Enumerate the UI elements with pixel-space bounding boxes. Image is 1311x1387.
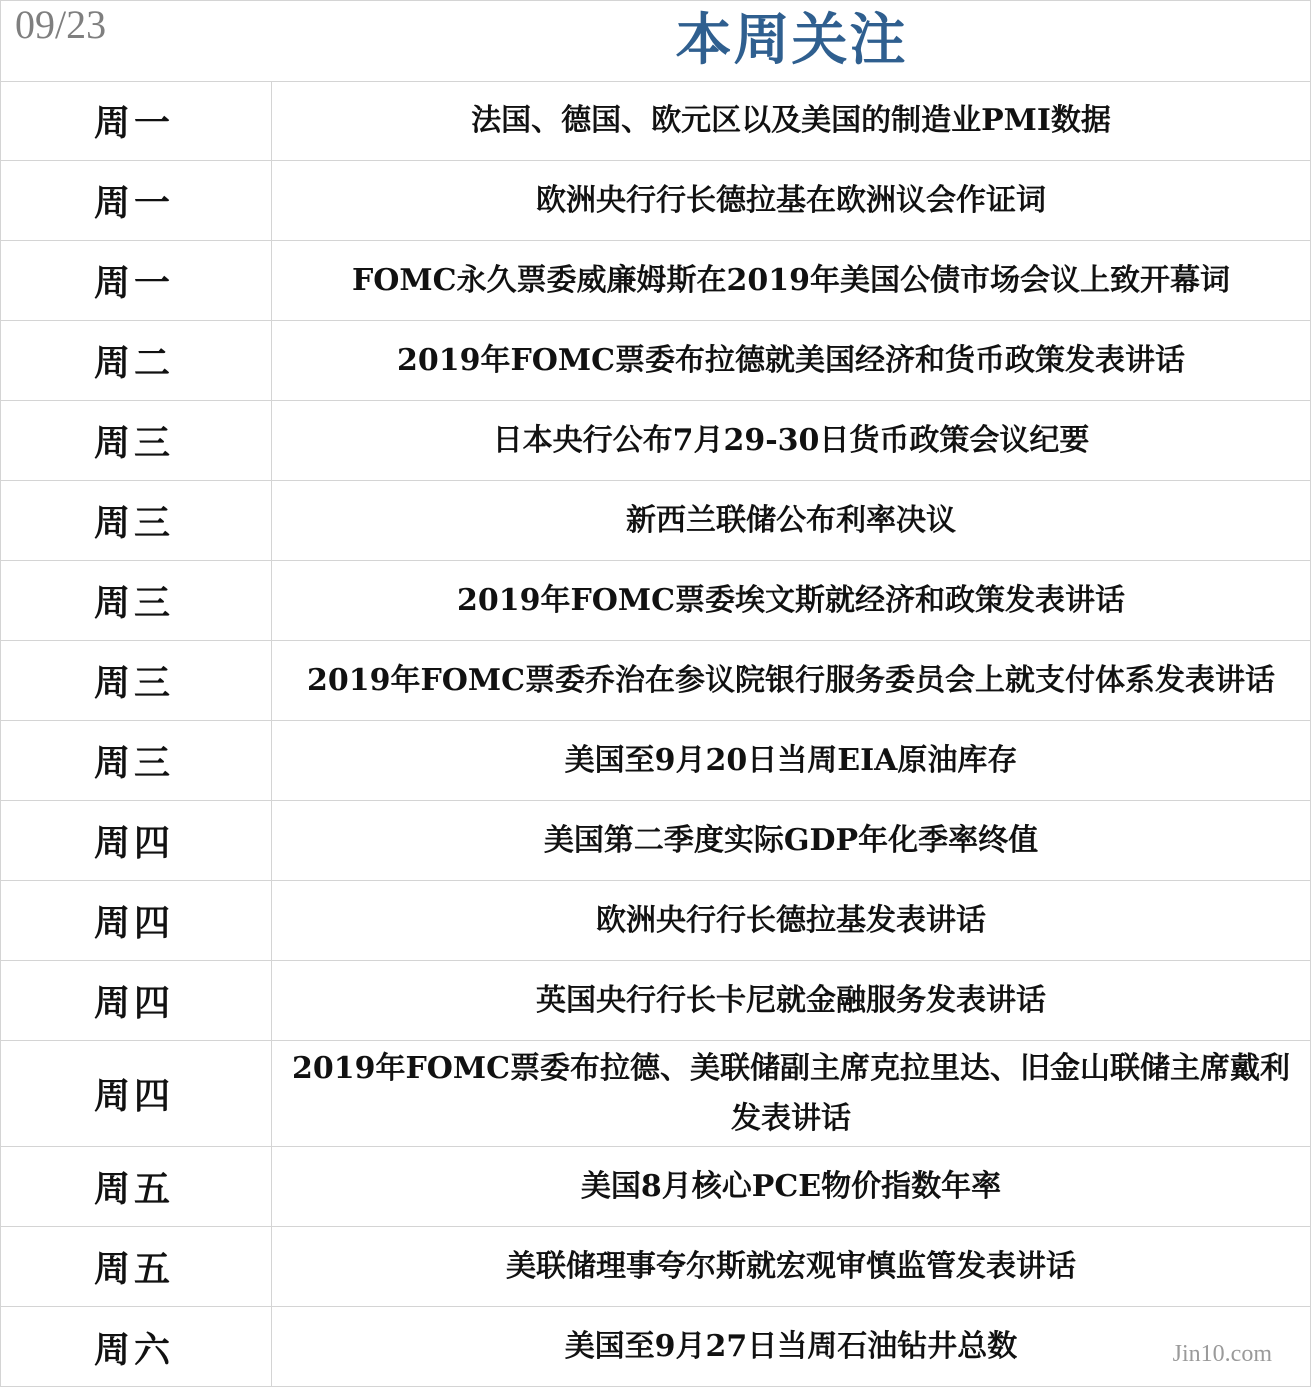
table-header <box>1 1 1310 82</box>
table-row <box>1 401 1310 481</box>
table-row <box>1 1147 1310 1227</box>
day-cell: 周四 <box>1 881 272 960</box>
table-row <box>1 961 1310 1041</box>
day-cell: 周三 <box>1 561 272 640</box>
event-cell: 欧洲央行行长德拉基发表讲话 <box>596 902 986 938</box>
table-row <box>1 161 1310 241</box>
day-cell: 周五 <box>1 1227 272 1306</box>
day-cell: 周五 <box>1 1147 272 1226</box>
page-title: 本周关注 <box>675 7 908 73</box>
event-cell: 2019年FOMC票委布拉德就美国经济和货币政策发表讲话 <box>396 342 1185 378</box>
event-cell: 美国至9月27日当周石油钻井总数 <box>564 1329 1018 1364</box>
event-cell: 欧洲央行行长德拉基在欧洲议会作证词 <box>536 182 1046 218</box>
event-cell: 美联储理事夸尔斯就宏观审慎监管发表讲话 <box>506 1248 1076 1284</box>
event-cell: 英国央行行长卡尼就金融服务发表讲话 <box>536 982 1046 1018</box>
day-cell: 周六 <box>1 1307 272 1387</box>
table-row <box>1 1307 1310 1387</box>
day-cell: 周三 <box>1 641 272 720</box>
day-cell: 周四 <box>1 961 272 1040</box>
jin10-watermark: Jin10.com <box>1172 1341 1272 1367</box>
day-cell: 周四 <box>1 1041 272 1146</box>
event-cell: 日本央行公布7月29-30日货币政策会议纪要 <box>492 422 1090 458</box>
day-cell: 周一 <box>1 161 272 240</box>
event-cell: 美国8月核心PCE物价指数年率 <box>580 1168 1002 1204</box>
table-row <box>1 241 1310 321</box>
event-cell: 美国第二季度实际GDP年化季率终值 <box>543 822 1039 858</box>
day-cell: 周三 <box>1 721 272 800</box>
day-cell: 周三 <box>1 481 272 560</box>
table-row <box>1 81 1310 161</box>
events-table <box>1 81 1310 1387</box>
day-cell: 周一 <box>1 241 272 320</box>
table-row <box>1 561 1310 641</box>
table-row <box>1 721 1310 801</box>
event-cell: 美国至9月20日当周EIA原油库存 <box>564 742 1018 778</box>
table-row <box>1 881 1310 961</box>
table-row <box>1 641 1310 721</box>
table-row <box>1 481 1310 561</box>
table-row <box>1 801 1310 881</box>
day-cell: 周一 <box>1 81 272 160</box>
day-cell: 周三 <box>1 401 272 480</box>
event-cell: FOMC永久票委威廉姆斯在2019年美国公债市场会议上致开幕词 <box>351 262 1230 298</box>
table-row <box>1 1227 1310 1307</box>
event-cell: 2019年FOMC票委乔治在参议院银行服务委员会上就支付体系发表讲话 <box>306 662 1275 698</box>
date-label: 09/23 <box>15 2 107 47</box>
event-cell: 新西兰联储公布利率决议 <box>626 502 956 538</box>
event-cell: 法国、德国、欧元区以及美国的制造业PMI数据 <box>471 102 1111 138</box>
table-row <box>1 1041 1310 1147</box>
event-cell: 2019年FOMC票委埃文斯就经济和政策发表讲话 <box>456 582 1125 618</box>
event-cell: 2019年FOMC票委布拉德、美联储副主席克拉里达、旧金山联储主席戴利发表讲话 <box>291 1050 1290 1136</box>
day-cell: 周二 <box>1 321 272 400</box>
table-row <box>1 321 1310 401</box>
day-cell: 周四 <box>1 801 272 880</box>
